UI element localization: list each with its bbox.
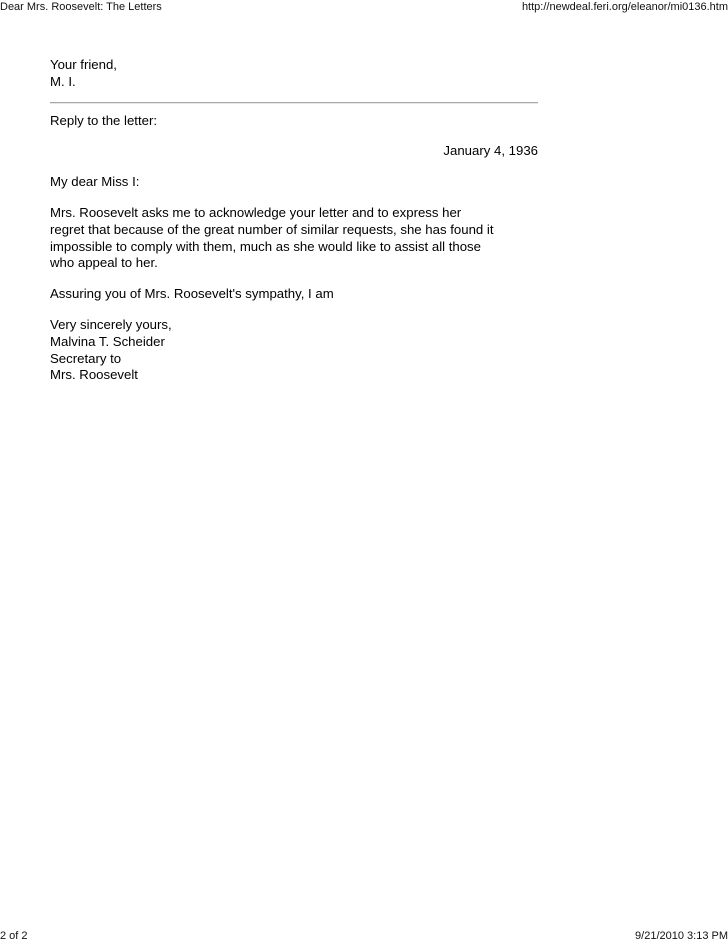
reply-date: January 4, 1936 [443,143,538,159]
print-footer-page: 2 of 2 [0,930,28,942]
horizontal-divider [50,102,538,104]
signature-line: Very sincerely yours, [50,316,172,332]
body-line: who appeal to her. [50,255,158,271]
closing-initials: M. I. [50,73,76,89]
print-header-url: http://newdeal.feri.org/eleanor/mi0136.htm [521,1,728,13]
signature-title: Secretary to [50,350,122,366]
body-line: regret that because of the great number of similar requests, she has found it [50,221,494,237]
signature-employer: Mrs. Roosevelt [50,367,138,383]
print-header-title: Dear Mrs. Roosevelt: The Letters [0,1,162,13]
reply-label: Reply to the letter: [50,112,158,128]
letter-content [50,57,538,384]
print-footer-timestamp: 9/21/2010 3:13 PM [635,930,728,942]
body-line: Mrs. Roosevelt asks me to acknowledge your letter and to express her [50,204,462,220]
original-letter-closing [50,57,538,91]
closing-line: Your friend, [50,57,117,72]
reply-closing-paragraph: Assuring you of Mrs. Roosevelt's sympathy, I am [50,286,334,302]
reply-salutation: My dear Miss I: [50,174,140,190]
body-line: impossible to comply with them, much as she would like to assist all those [50,238,481,254]
signature-name: Malvina T. Scheider [50,333,165,349]
reply-body-paragraph [50,205,538,272]
reply-signature [50,317,538,384]
